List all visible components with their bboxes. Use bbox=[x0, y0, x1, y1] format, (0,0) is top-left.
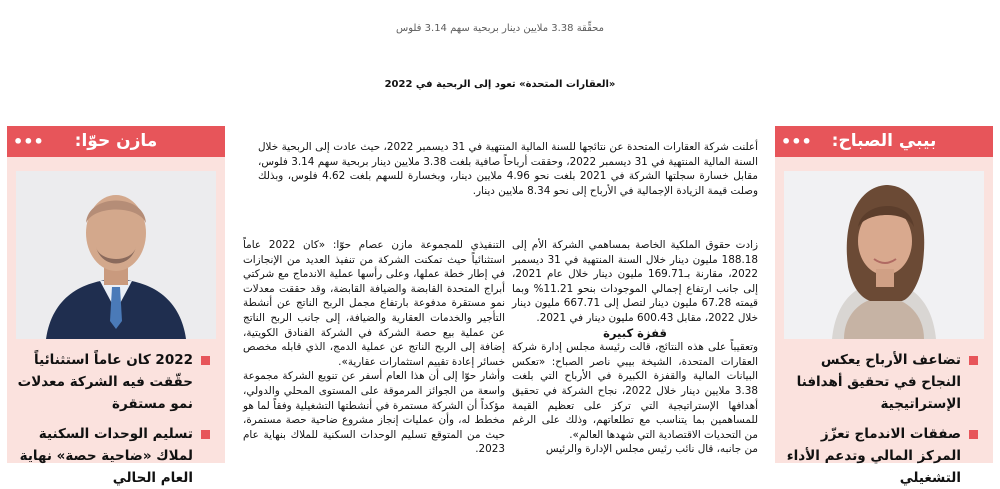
portrait-photo-bibi bbox=[784, 171, 984, 339]
sidebar-bullets bbox=[7, 339, 225, 489]
sidebar-mazen-hawwa bbox=[7, 126, 225, 486]
paragraph: زادت حقوق الملكية الخاصة بمساهمي الشركة الأم إلى 188.18 مليون دينار خلال السنة المنتهية في 31 ديسمبر 2022، مقارنة بـ169.71 مليون دينار خلال عام 2021، إلى جانب ارتفاع إجمالي الموجودات بنحو 11.21% وبما قيمته 67.28 مليون دينار لتصل إلى 667.71 مليون دينار خلال 2022، مقابل 600.43 مليون دينار في 2021. bbox=[512, 239, 758, 324]
woman-portrait-icon bbox=[784, 171, 984, 339]
section-subtitle: قفزة كبيرة bbox=[603, 325, 667, 340]
article-column-right bbox=[512, 238, 758, 457]
red-square-icon bbox=[969, 356, 978, 365]
portrait-photo-mazen bbox=[16, 171, 216, 339]
name-tag-label: بيبي الصباح: bbox=[831, 131, 937, 151]
paragraph: من جانبه، قال نائب رئيس مجلس الإدارة والرئيس bbox=[545, 443, 758, 456]
paragraph: وأشار حوّا إلى أن هذا العام أسفر عن تنويع الشركة مجموعة واسعة من الجوائز المرموقة على المستوى المحلي والدولي، مؤكداً أن الشركة مستمرة في أنشطتها التشغيلية وفقاً لما هو مخطط له، وأن عمليات إنجاز مشروع ضاحية حصة مستمرة، حيث من المتوقع تسليم الوحدات السكنية للملاك بنهاية عام 2023. bbox=[243, 370, 505, 456]
lead-paragraph: أعلنت شركة العقارات المتحدة عن نتائجها للسنة المالية المنتهية في 31 ديسمبر 2022، حيث عادت إلى الربحية خلال السنة المالية المنتهية في 31 ديسمبر 2022، وحققت أرباحاً صافية بلغت 3.38 ملايين دينار بربحية سهم 3.14 فلوس، مقابل خسارة سجلتها الشركة في 2021 بلغت نحو 4.96 ملايين دينار، وبخسارة للسهم بلغت 4.62 فلوس، وبذلك وصلت قيمة الزيادة الإجمالية في الأرباح إلى نحو 8.34 ملايين دينار. bbox=[258, 141, 758, 197]
name-tag-label: مازن حوّا: bbox=[74, 131, 158, 151]
bullet-item bbox=[15, 349, 213, 415]
headline: «العقارات المتحدة» تعود إلى الربحية في 2022 bbox=[384, 79, 616, 90]
name-tag bbox=[775, 126, 993, 157]
name-tag bbox=[7, 126, 225, 157]
bullet-text: 2022 كان عاماً استثنائياً حقّقت فيه الشركة معدلات نمو مستقرة bbox=[17, 352, 193, 412]
paragraph: التنفيذي للمجموعة مازن عصام حوّا: «كان 2022 عاماً استثنائياً حيث تمكنت الشركة من تنفيذ العديد من الإنجازات في إطار خطة عملها، وعلى رأسها عملية الاندماج مع شركتي أبراج المتحدة القابضة والضيافة القابضة، وقد حققت معدلات نمو مستقرة مدفوعة بارتفاع مجمل الربح الناتج عن أنشطة التأجير والخدمات العقارية والضيافة، إلى جانب الربح الناتج عن عملية بيع حصة الشركة في الشركة الفنادق الكويتية، إضافة إلى الربح الناتج عن عملية الدمج، الذي قابله مخصص خسائر إعادة تقييم استثمارات عقارية». bbox=[243, 239, 505, 368]
sidebar-bullets bbox=[775, 339, 993, 489]
sidebar-bibi-alsabah bbox=[775, 126, 993, 486]
paragraph: وتعقيباً على هذه النتائج، قالت رئيسة مجلس إدارة شركة العقارات المتحدة، الشيخة بيبي ناصر الصباح: «تعكس البيانات المالية والقفزة الكبيرة في الأرباح التي بلغت 3.38 ملايين دينار خلال 2022، نجاح الشركة في تحقيق أهدافها الإستراتيجية التي تركز على تعظيم القيمة للمساهمين بما يتناسب مع تطلعاتهم، وذلك على الرغم من التحديات الاقتصادية التي شهدها العالم». bbox=[512, 341, 758, 441]
bullet-text: صفقات الاندماج تعزّز المركز المالي وتدعم الأداء التشغيلي bbox=[786, 426, 961, 486]
bullet-item bbox=[783, 423, 981, 489]
dots-icon: ••• bbox=[781, 132, 812, 151]
red-square-icon bbox=[201, 430, 210, 439]
red-square-icon bbox=[201, 356, 210, 365]
bullet-item bbox=[15, 423, 213, 489]
bullet-text: تضاعف الأرباح يعكس النجاح في تحقيق أهدافنا الإستراتيجية bbox=[796, 352, 961, 412]
article-lead bbox=[258, 140, 758, 198]
bullet-text: تسليم الوحدات السكنية لملاك «ضاحية حصة» نهاية العام الحالي bbox=[19, 426, 193, 486]
bullet-item bbox=[783, 349, 981, 415]
red-square-icon bbox=[969, 430, 978, 439]
dots-icon: ••• bbox=[13, 132, 44, 151]
article-column-left bbox=[243, 238, 505, 457]
subheadline: محقِّقة 3.38 ملايين دينار بربحية سهم 3.14 فلوس bbox=[396, 23, 604, 34]
man-portrait-icon bbox=[16, 171, 216, 339]
